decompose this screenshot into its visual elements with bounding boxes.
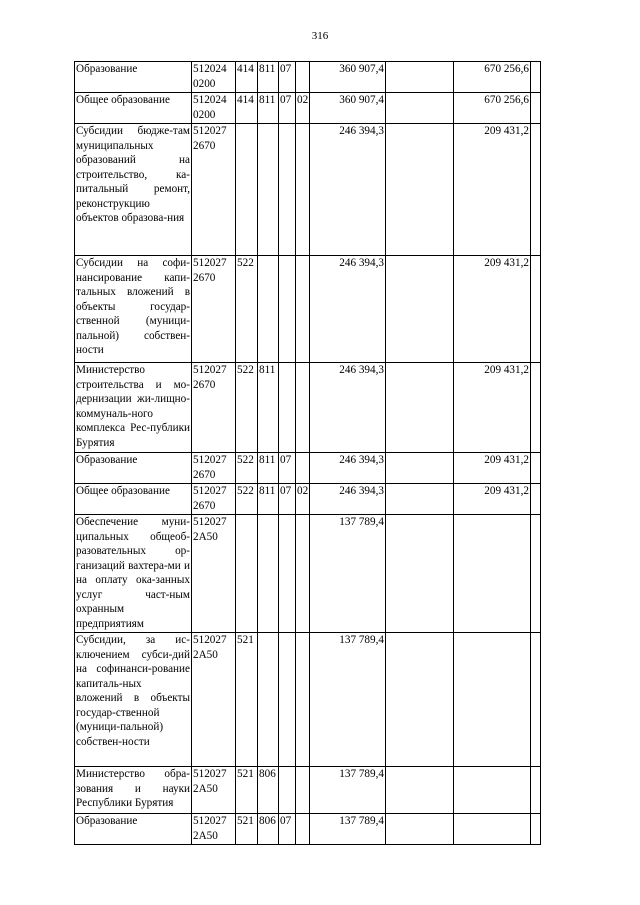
amount-year-1: 137 789,4 <box>310 767 386 814</box>
row-name: Субсидии на софи-нансирование капи-тальных вложений в объекты государ-ственной (муници-пальной) собствен-ности <box>75 256 192 363</box>
subsection-code <box>296 256 310 363</box>
section-code <box>279 515 296 633</box>
amount-empty-1 <box>386 814 454 845</box>
amount-year-1: 360 907,4 <box>310 62 386 93</box>
amount-year-1: 360 907,4 <box>310 93 386 124</box>
amount-empty-2 <box>531 124 541 256</box>
amount-empty-1 <box>386 515 454 633</box>
section-code <box>279 363 296 453</box>
amount-year-2 <box>454 633 531 767</box>
amount-year-1: 137 789,4 <box>310 633 386 767</box>
amount-empty-1 <box>386 62 454 93</box>
subsection-code <box>296 62 310 93</box>
amount-year-2 <box>454 814 531 845</box>
amount-empty-1 <box>386 363 454 453</box>
amount-empty-2 <box>531 767 541 814</box>
amount-empty-1 <box>386 93 454 124</box>
row-name: Общее образование <box>75 93 192 124</box>
table-row <box>75 256 541 363</box>
section-code: 07 <box>279 814 296 845</box>
program-code: 512024 0200 <box>192 93 236 124</box>
amount-year-2 <box>454 515 531 633</box>
program-code: 512027 2A50 <box>192 814 236 845</box>
grbs-code: 414 <box>236 62 258 93</box>
department-code: 811 <box>258 363 279 453</box>
subsection-code: 02 <box>296 484 310 515</box>
grbs-code: 521 <box>236 633 258 767</box>
section-code: 07 <box>279 484 296 515</box>
grbs-code: 522 <box>236 484 258 515</box>
amount-empty-2 <box>531 62 541 93</box>
amount-empty-1 <box>386 484 454 515</box>
section-code <box>279 767 296 814</box>
amount-empty-2 <box>531 484 541 515</box>
table-row <box>75 124 541 256</box>
row-name: Министерство строительства и мо-дернизации жи-лищно-коммуналь-ного комплекса Рес-публики Бурятия <box>75 363 192 453</box>
row-name: Образование <box>75 814 192 845</box>
subsection-code <box>296 515 310 633</box>
subsection-code <box>296 633 310 767</box>
department-code: 806 <box>258 767 279 814</box>
section-code: 07 <box>279 453 296 484</box>
row-name: Образование <box>75 62 192 93</box>
amount-empty-1 <box>386 256 454 363</box>
program-code: 512027 2A50 <box>192 633 236 767</box>
grbs-code <box>236 515 258 633</box>
amount-empty-1 <box>386 767 454 814</box>
table-row <box>75 484 541 515</box>
amount-empty-2 <box>531 453 541 484</box>
amount-year-2: 670 256,6 <box>454 62 531 93</box>
row-name: Общее образование <box>75 484 192 515</box>
amount-year-1: 246 394,3 <box>310 124 386 256</box>
row-name: Субсидии бюдже-там муниципальных образований на строительство, ка-питальный ремонт, реконструкцию объектов образова-ния <box>75 124 192 256</box>
table-row <box>75 93 541 124</box>
amount-year-2: 209 431,2 <box>454 453 531 484</box>
amount-empty-1 <box>386 124 454 256</box>
subsection-code <box>296 814 310 845</box>
department-code <box>258 124 279 256</box>
amount-year-1: 246 394,3 <box>310 484 386 515</box>
section-code <box>279 124 296 256</box>
subsection-code <box>296 363 310 453</box>
program-code: 512027 2A50 <box>192 767 236 814</box>
department-code <box>258 633 279 767</box>
table-row <box>75 62 541 93</box>
amount-empty-1 <box>386 633 454 767</box>
grbs-code <box>236 124 258 256</box>
program-code: 512027 2670 <box>192 124 236 256</box>
amount-year-2: 209 431,2 <box>454 256 531 363</box>
grbs-code: 521 <box>236 767 258 814</box>
row-name: Министерство обра-зования и науки Республики Бурятия <box>75 767 192 814</box>
subsection-code <box>296 767 310 814</box>
table-row <box>75 767 541 814</box>
amount-year-1: 246 394,3 <box>310 453 386 484</box>
amount-year-1: 246 394,3 <box>310 256 386 363</box>
row-name: Образование <box>75 453 192 484</box>
row-name: Обеспечение муни-ципальных общеоб-разовательных ор-ганизаций вахтера-ми и на оплату ока-занных услуг част-ным охранным предприятиям <box>75 515 192 633</box>
table-row <box>75 814 541 845</box>
subsection-code <box>296 453 310 484</box>
grbs-code: 522 <box>236 453 258 484</box>
table-row <box>75 515 541 633</box>
department-code: 811 <box>258 453 279 484</box>
grbs-code: 521 <box>236 814 258 845</box>
amount-empty-1 <box>386 453 454 484</box>
subsection-code: 02 <box>296 93 310 124</box>
subsection-code <box>296 124 310 256</box>
department-code <box>258 256 279 363</box>
program-code: 512027 2670 <box>192 484 236 515</box>
program-code: 512027 2670 <box>192 363 236 453</box>
department-code: 806 <box>258 814 279 845</box>
table-row <box>75 363 541 453</box>
section-code <box>279 633 296 767</box>
table-row <box>75 633 541 767</box>
department-code: 811 <box>258 93 279 124</box>
amount-empty-2 <box>531 93 541 124</box>
grbs-code: 522 <box>236 363 258 453</box>
section-code: 07 <box>279 62 296 93</box>
budget-table <box>74 61 541 845</box>
department-code: 811 <box>258 62 279 93</box>
amount-year-1: 137 789,4 <box>310 515 386 633</box>
amount-empty-2 <box>531 515 541 633</box>
page-number: 316 <box>311 30 329 42</box>
amount-empty-2 <box>531 814 541 845</box>
row-name: Субсидии, за ис-ключением субси-дий на софинанси-рование капиталь-ных вложений в объекты государ-ственной (муници-пальной) собствен-ности <box>75 633 192 767</box>
grbs-code: 522 <box>236 256 258 363</box>
amount-empty-2 <box>531 363 541 453</box>
amount-year-2: 209 431,2 <box>454 124 531 256</box>
section-code <box>279 256 296 363</box>
amount-empty-2 <box>531 256 541 363</box>
amount-year-2 <box>454 767 531 814</box>
program-code: 512024 0200 <box>192 62 236 93</box>
department-code: 811 <box>258 484 279 515</box>
department-code <box>258 515 279 633</box>
amount-empty-2 <box>531 633 541 767</box>
amount-year-2: 209 431,2 <box>454 484 531 515</box>
program-code: 512027 2670 <box>192 453 236 484</box>
section-code: 07 <box>279 93 296 124</box>
program-code: 512027 2670 <box>192 256 236 363</box>
amount-year-2: 670 256,6 <box>454 93 531 124</box>
amount-year-1: 246 394,3 <box>310 363 386 453</box>
program-code: 512027 2A50 <box>192 515 236 633</box>
table-row <box>75 453 541 484</box>
amount-year-2: 209 431,2 <box>454 363 531 453</box>
grbs-code: 414 <box>236 93 258 124</box>
amount-year-1: 137 789,4 <box>310 814 386 845</box>
